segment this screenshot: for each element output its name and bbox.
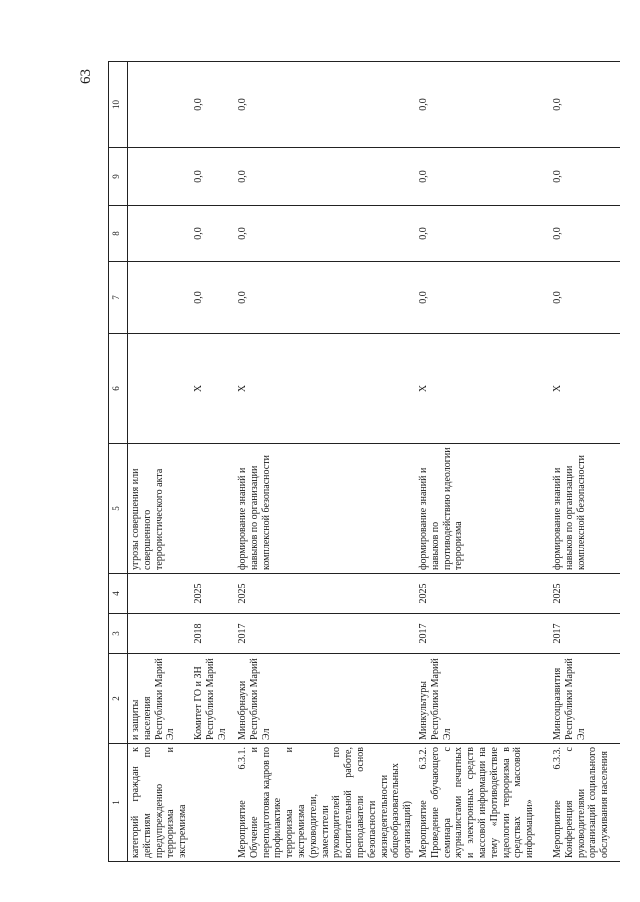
cell-value-10: 0,0 (191, 62, 235, 148)
program-table (108, 61, 620, 862)
cell-start-year: 2017 (416, 614, 550, 654)
cell-value-8: 0,0 (191, 206, 235, 262)
cell-indicator: X (235, 334, 416, 444)
cell-value-10: 0,0 (416, 62, 550, 148)
cell-value-10 (128, 62, 191, 148)
col-header-2: 2 (109, 654, 128, 744)
page-number: 63 (78, 69, 94, 84)
cell-executor: и защиты населения Республики Марий Эл (128, 654, 191, 744)
cell-activity: категорий граждан к действиям по предупреждению терроризма и экстремизма (128, 744, 191, 862)
cell-activity: Мероприятие 6.3.3. Конференция с руководителями организаций социального обслуживания населения (550, 744, 620, 862)
cell-value-7: 0,0 (550, 262, 620, 334)
cell-value-9: 0,0 (191, 148, 235, 206)
col-header-5: 5 (109, 444, 128, 574)
cell-executor: Комитет ГО и ЗН Республики Марий Эл (191, 654, 235, 744)
cell-value-9: 0,0 (550, 148, 620, 206)
cell-value-8: 0,0 (416, 206, 550, 262)
cell-activity: Мероприятие 6.3.2. Проведение обучающего семинара с журналистами печатных и электронных средств массовой информации на тему «Противодействие идеологии терроризма в средствах массовой информации» (416, 744, 550, 862)
cell-executor: Минсоцразвития Республики Марий Эл (550, 654, 620, 744)
cell-indicator: X (416, 334, 550, 444)
cell-end-year: 2025 (550, 574, 620, 614)
col-header-1: 1 (109, 744, 128, 862)
cell-result (191, 444, 235, 574)
cell-value-9: 0,0 (235, 148, 416, 206)
column-number-row (109, 62, 128, 862)
cell-value-7: 0,0 (416, 262, 550, 334)
cell-result: формирование знаний и навыков по противодействию идеологии терроризма (416, 444, 550, 574)
cell-value-8 (128, 206, 191, 262)
cell-result: формирование знаний и навыков по организации комплексной безопасности (550, 444, 620, 574)
cell-indicator: X (550, 334, 620, 444)
col-header-7: 7 (109, 262, 128, 334)
cell-end-year: 2025 (191, 574, 235, 614)
cell-result: угрозы совершения или совершенного террористического акта (128, 444, 191, 574)
col-header-6: 6 (109, 334, 128, 444)
cell-start-year: 2018 (191, 614, 235, 654)
cell-activity (191, 744, 235, 862)
col-header-10: 10 (109, 62, 128, 148)
cell-start-year (128, 614, 191, 654)
col-header-3: 3 (109, 614, 128, 654)
cell-indicator (128, 334, 191, 444)
table-row (191, 62, 235, 862)
table-row (128, 62, 191, 862)
cell-value-8: 0,0 (235, 206, 416, 262)
table-row (550, 62, 620, 862)
col-header-9: 9 (109, 148, 128, 206)
col-header-8: 8 (109, 206, 128, 262)
table-row (235, 62, 416, 862)
cell-value-8: 0,0 (550, 206, 620, 262)
cell-result: формирование знаний и навыков по организации комплексной безопасности (235, 444, 416, 574)
cell-start-year: 2017 (235, 614, 416, 654)
cell-activity: Мероприятие 6.3.1. Обучение и переподготовка кадров по профилактике терроризма и экстремизма (руководители, заместители руководителей по воспитательной работе, преподаватели основ безопасности жизнедеятельности общеобразовательных организаций) (235, 744, 416, 862)
cell-value-9: 0,0 (416, 148, 550, 206)
cell-end-year: 2025 (235, 574, 416, 614)
cell-value-7 (128, 262, 191, 334)
col-header-4: 4 (109, 574, 128, 614)
rotated-table-sheet (108, 62, 628, 862)
cell-value-9 (128, 148, 191, 206)
cell-end-year (128, 574, 191, 614)
cell-value-10: 0,0 (550, 62, 620, 148)
table-row (416, 62, 550, 862)
cell-executor: Минобрнауки Республики Марий Эл (235, 654, 416, 744)
cell-end-year: 2025 (416, 574, 550, 614)
cell-start-year: 2017 (550, 614, 620, 654)
cell-value-7: 0,0 (235, 262, 416, 334)
cell-executor: Минкультуры Республики Марий Эл (416, 654, 550, 744)
cell-value-7: 0,0 (191, 262, 235, 334)
cell-indicator: X (191, 334, 235, 444)
cell-value-10: 0,0 (235, 62, 416, 148)
